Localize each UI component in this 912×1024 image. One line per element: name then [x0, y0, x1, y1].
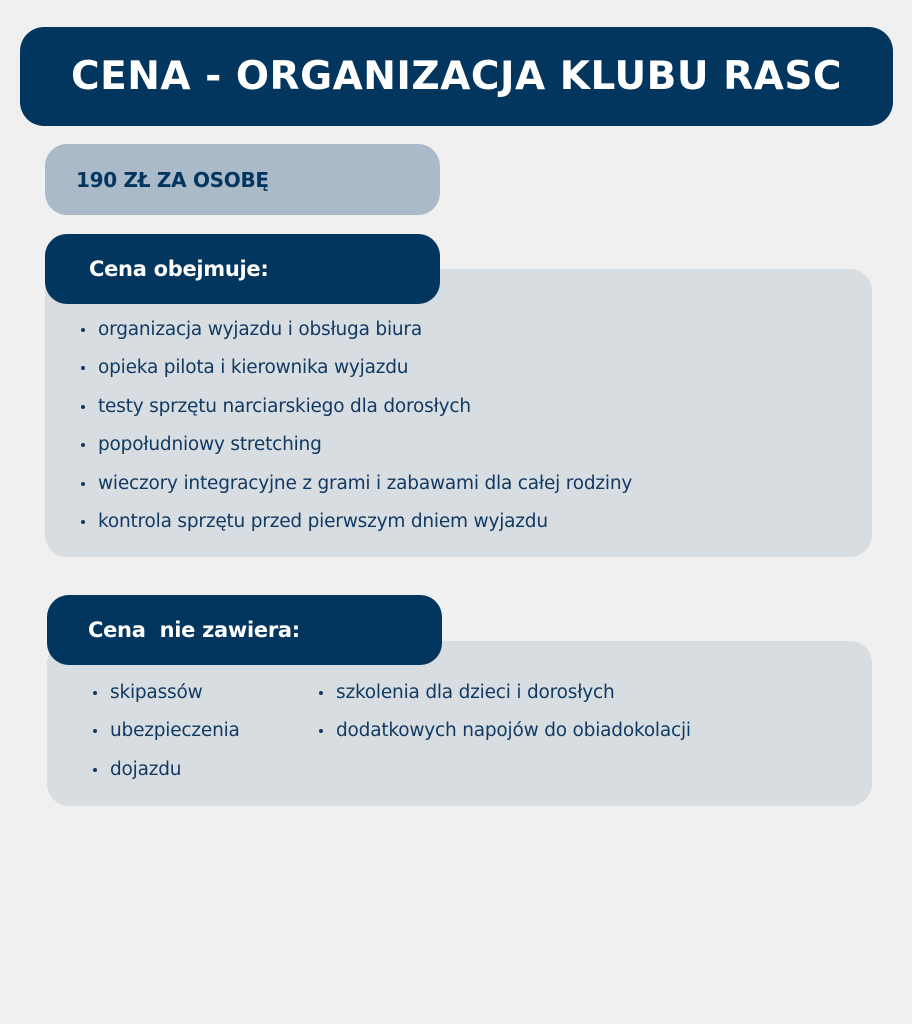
- price-label: 190 ZŁ ZA OSOBĘ: [76, 167, 269, 192]
- list-item: szkolenia dla dzieci i dorosłych: [318, 681, 691, 719]
- page-title: CENA - ORGANIZACJA KLUBU RASC: [70, 54, 843, 99]
- price-badge: [45, 144, 440, 215]
- excludes-list-column-2: [318, 681, 691, 758]
- includes-list: [80, 318, 632, 548]
- excludes-heading: Cena nie zawiera:: [88, 618, 300, 642]
- list-item: skipassów: [92, 681, 240, 719]
- title-banner: [20, 27, 893, 126]
- list-item: wieczory integracyjne z grami i zabawami dla całej rodziny: [80, 472, 632, 510]
- includes-heading: Cena obejmuje:: [89, 257, 269, 281]
- list-item: popołudniowy stretching: [80, 433, 632, 471]
- excludes-heading-tab: [47, 595, 442, 665]
- list-item: opieka pilota i kierownika wyjazdu: [80, 356, 632, 394]
- list-item: ubezpieczenia: [92, 719, 240, 757]
- list-item: dodatkowych napojów do obiadokolacji: [318, 719, 691, 757]
- excludes-list-column-1: [92, 681, 240, 796]
- list-item: organizacja wyjazdu i obsługa biura: [80, 318, 632, 356]
- list-item: dojazdu: [92, 758, 240, 796]
- includes-heading-tab: [45, 234, 440, 304]
- list-item: kontrola sprzętu przed pierwszym dniem wyjazdu: [80, 510, 632, 548]
- list-item: testy sprzętu narciarskiego dla dorosłych: [80, 395, 632, 433]
